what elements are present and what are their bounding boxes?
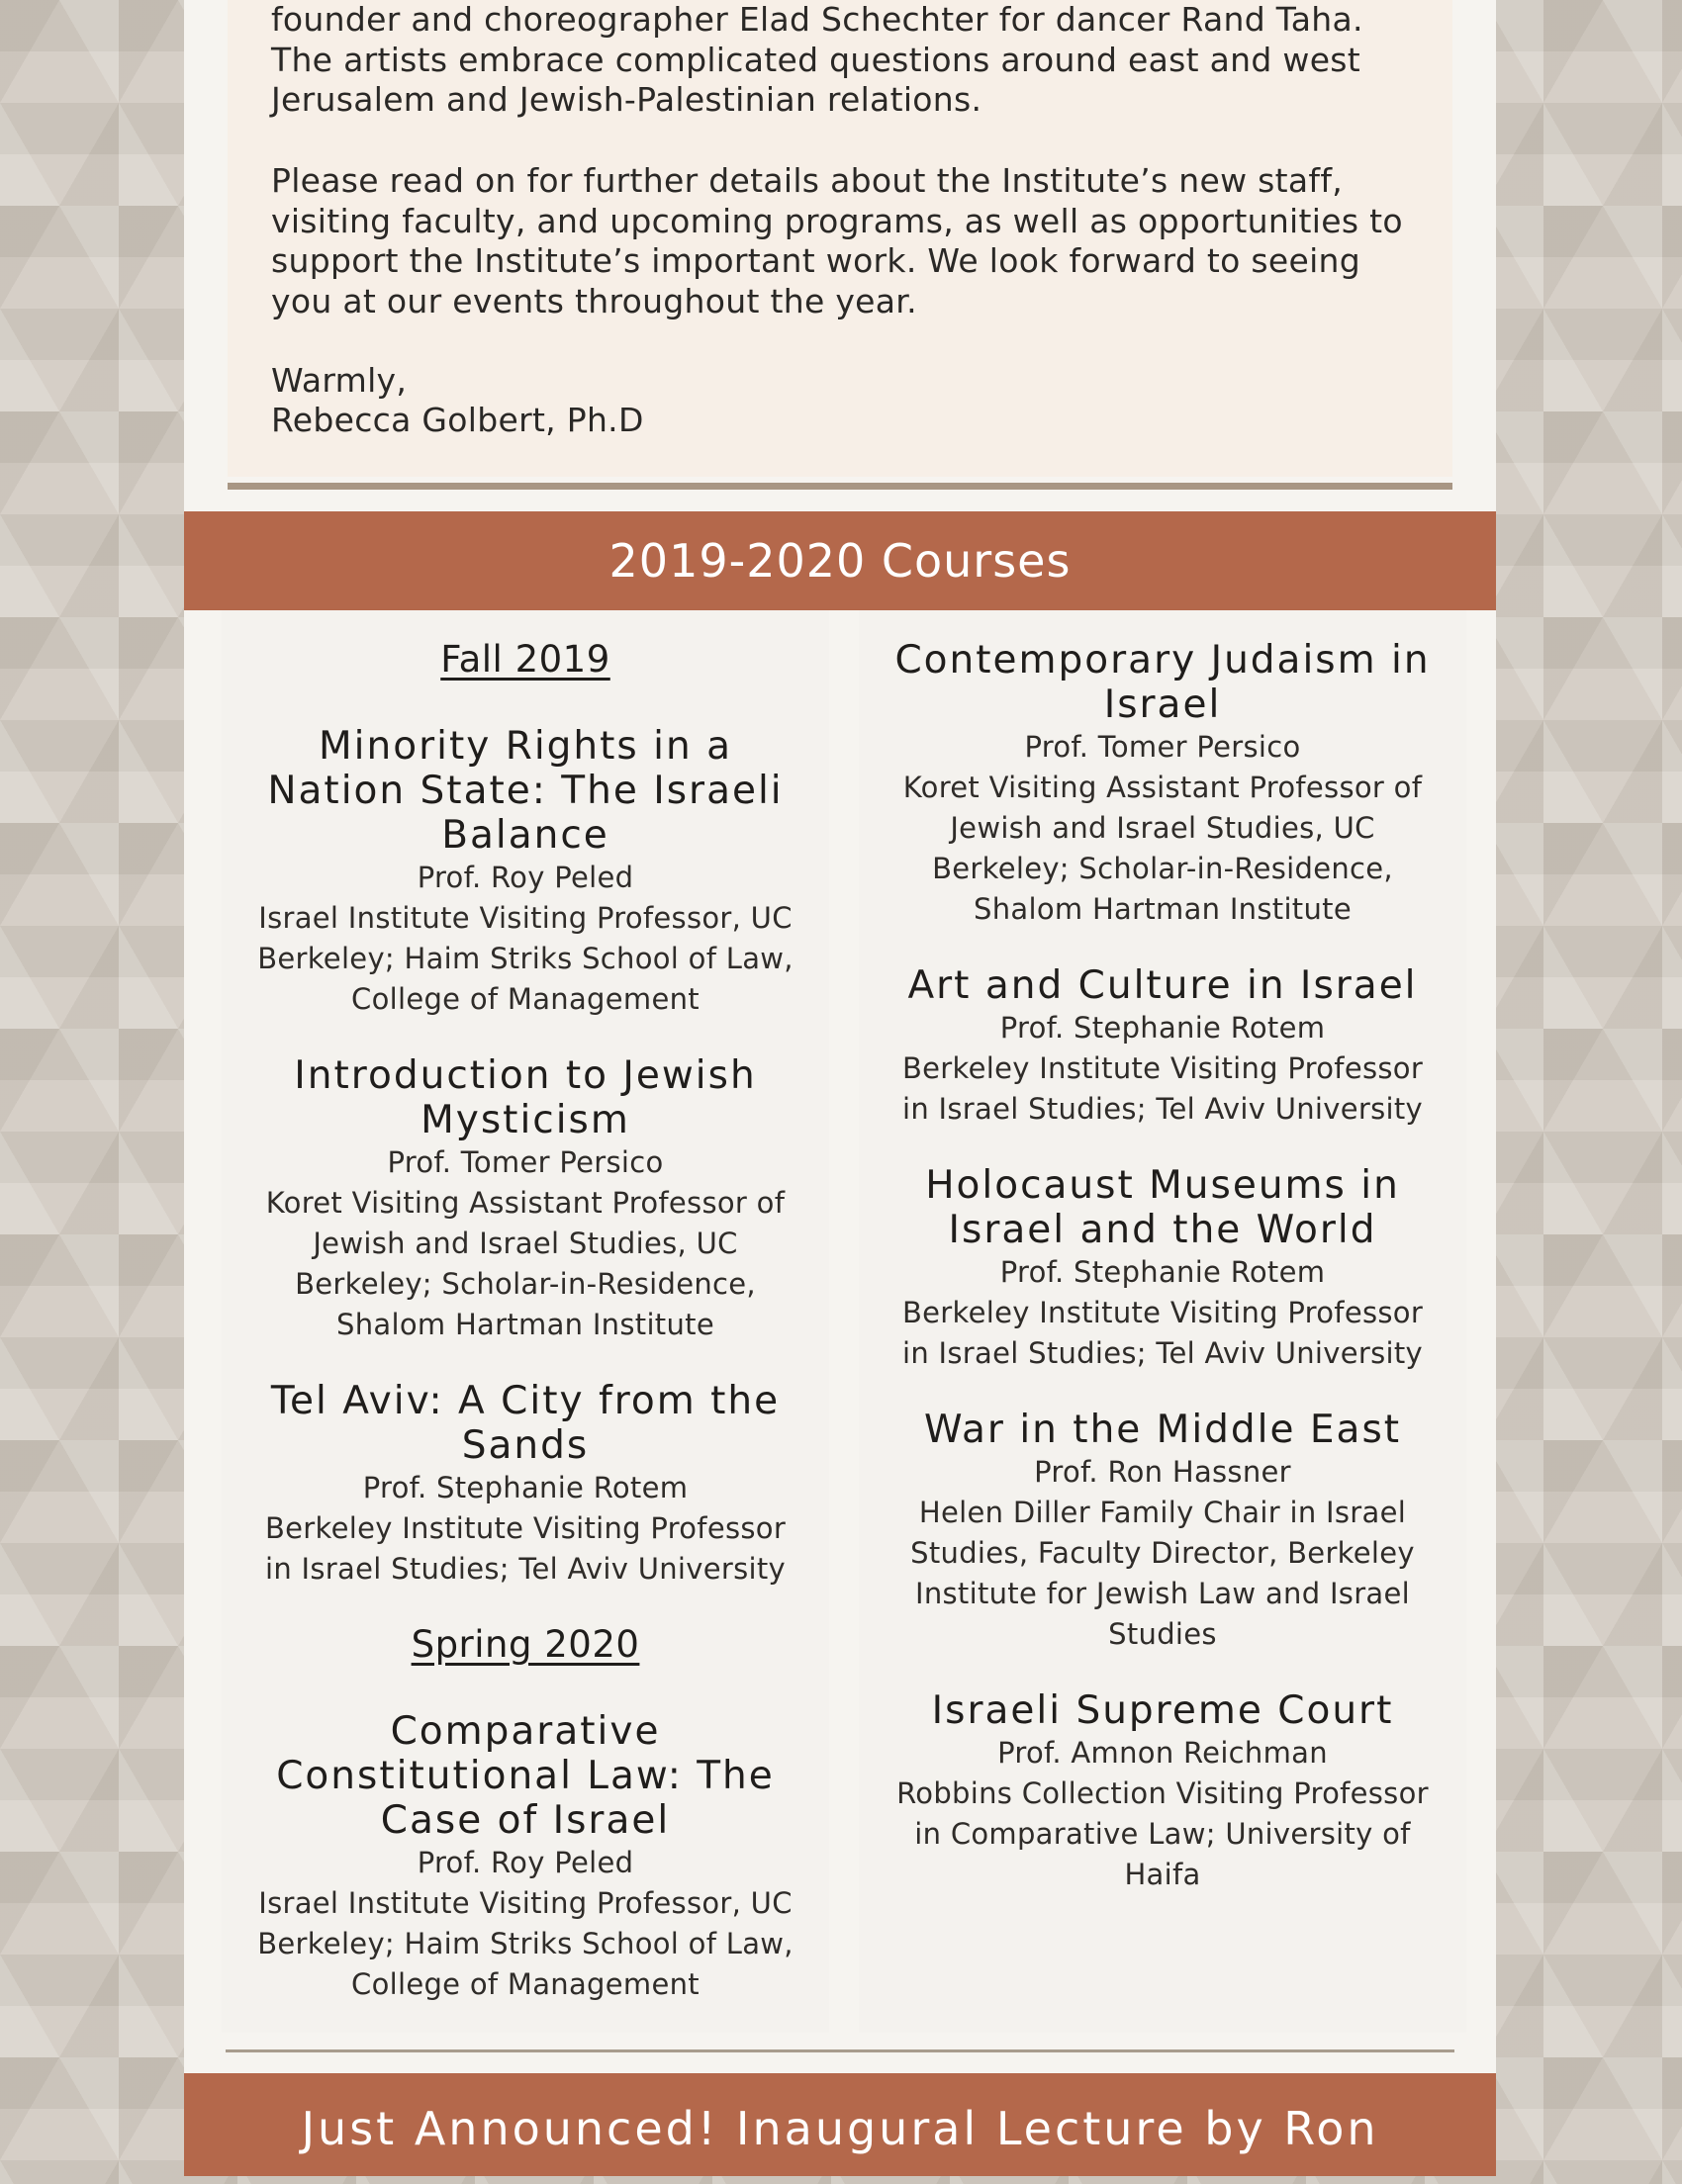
course-entry <box>248 1053 802 1345</box>
course-affiliation: Robbins Collection Visiting Professor in Comparative Law; University of Haifa <box>896 1776 1429 1891</box>
course-entry <box>886 1408 1440 1655</box>
course-title: Comparative Constitutional Law: The Case of Israel <box>276 1709 775 1843</box>
course-professor: Prof. Stephanie Rotem <box>999 1011 1326 1045</box>
left-course-column <box>222 610 829 2033</box>
spring-term-heading: Spring 2020 <box>411 1623 640 1666</box>
announcement-header-band <box>184 2073 1496 2176</box>
course-affiliation: Koret Visiting Assistant Professor of Jewish and Israel Studies, UC Berkeley; Scholar-in-Residence, Shalom Hartman Institute <box>902 771 1423 926</box>
course-professor: Prof. Stephanie Rotem <box>362 1471 689 1504</box>
course-affiliation: Israel Institute Visiting Professor, UC Berkeley; Haim Striks School of Law, College of Management <box>257 1886 794 2001</box>
course-affiliation: Helen Diller Family Chair in Israel Studies, Faculty Director, Berkeley Institute for Jewish Law and Israel Studies <box>910 1496 1415 1651</box>
course-affiliation: Berkeley Institute Visiting Professor in Israel Studies; Tel Aviv University <box>901 1051 1424 1126</box>
course-title: Holocaust Museums in Israel and the World <box>925 1163 1400 1252</box>
course-affiliation: Israel Institute Visiting Professor, UC Berkeley; Haim Striks School of Law, College of Management <box>257 901 794 1016</box>
course-professor: Prof. Roy Peled <box>417 1846 634 1879</box>
course-title: Art and Culture in Israel <box>907 963 1418 1008</box>
course-title: War in the Middle East <box>923 1408 1402 1452</box>
announcement-heading: Just Announced! Inaugural Lecture by Ron <box>301 2102 1379 2155</box>
course-professor: Prof. Tomer Persico <box>1024 730 1301 764</box>
letter-paragraph-1: founder and choreographer Elad Schechter for dancer Rand Taha. The artists embrace complicated questions around east and west Jerusalem and Jewish-Palestinian relations. <box>271 0 1363 119</box>
letter-signature: Rebecca Golbert, Ph.D <box>271 401 644 439</box>
courses-header-band <box>184 511 1496 610</box>
director-letter <box>228 0 1452 477</box>
course-professor: Prof. Tomer Persico <box>387 1145 664 1179</box>
course-title: Israeli Supreme Court <box>931 1688 1394 1733</box>
course-affiliation: Berkeley Institute Visiting Professor in Israel Studies; Tel Aviv University <box>901 1296 1424 1370</box>
course-entry <box>886 963 1440 1130</box>
course-entry <box>248 724 802 1020</box>
course-professor: Prof. Stephanie Rotem <box>999 1255 1326 1289</box>
section-divider <box>226 2049 1454 2052</box>
course-title: Introduction to Jewish Mysticism <box>294 1053 757 1142</box>
course-affiliation: Koret Visiting Assistant Professor of Jewish and Israel Studies, UC Berkeley; Scholar-in-Residence, Shalom Hartman Institute <box>265 1186 786 1341</box>
course-professor: Prof. Ron Hassner <box>1034 1455 1291 1489</box>
course-entry <box>886 1163 1440 1374</box>
letter-closing: Warmly, <box>271 361 408 400</box>
course-entry <box>886 638 1440 930</box>
letter-paragraph-2: Please read on for further details about the Institute’s new staff, visiting faculty, and upcoming programs, as well as opportunities to support the Institute’s important work. We look forward to seeing you at our events throughout the year. <box>271 161 1403 320</box>
course-title: Tel Aviv: A City from the Sands <box>270 1379 781 1468</box>
course-affiliation: Berkeley Institute Visiting Professor in Israel Studies; Tel Aviv University <box>264 1511 787 1586</box>
course-entry <box>248 1709 802 2005</box>
fall-term-heading: Fall 2019 <box>440 638 610 681</box>
course-title: Contemporary Judaism in Israel <box>894 638 1431 727</box>
course-professor: Prof. Amnon Reichman <box>997 1736 1328 1770</box>
courses-heading: 2019-2020 Courses <box>608 534 1072 588</box>
course-professor: Prof. Roy Peled <box>417 861 634 894</box>
right-course-column <box>859 610 1466 2033</box>
course-entry <box>886 1688 1440 1895</box>
course-entry <box>248 1379 802 1590</box>
course-title: Minority Rights in a Nation State: The Israeli Balance <box>267 724 784 858</box>
section-divider <box>228 483 1452 490</box>
